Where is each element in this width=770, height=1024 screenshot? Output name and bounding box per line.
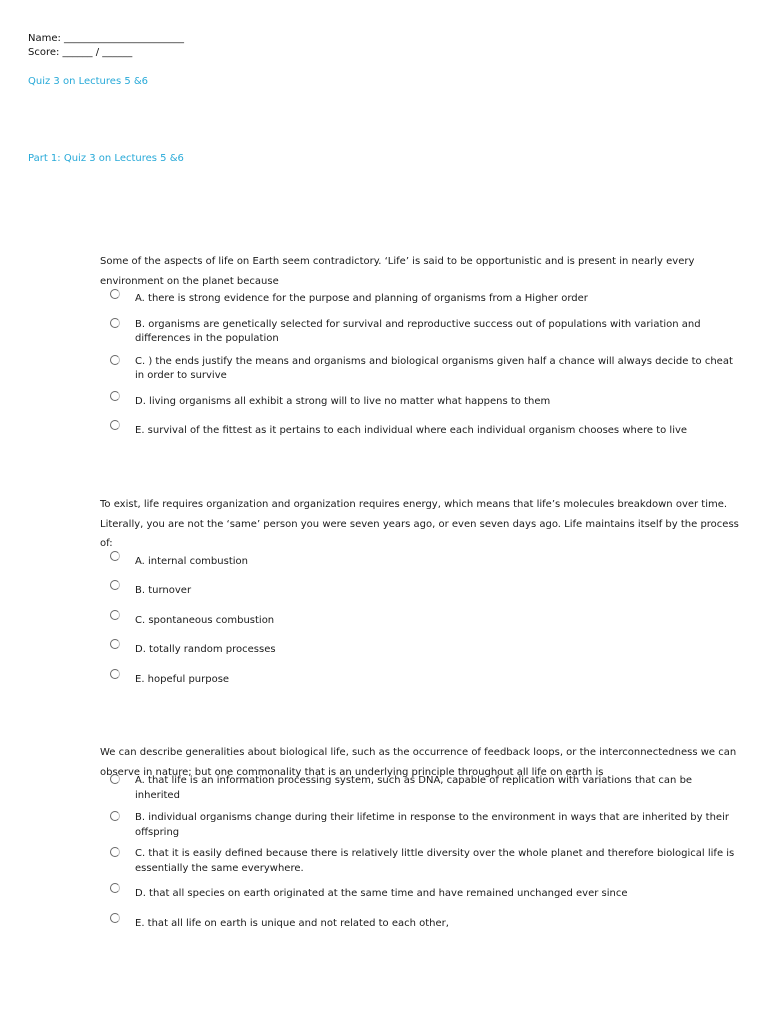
option-e[interactable] [100,424,740,439]
option-label: E. hopeful purpose [135,673,230,685]
option-c[interactable] [100,614,740,629]
radio-icon[interactable] [110,355,120,365]
option-label: A. internal combustion [135,555,248,567]
radio-icon[interactable] [110,639,120,649]
option-d[interactable] [100,887,740,902]
score-line: Score: ______ / ______ [28,47,133,58]
question-stem: To exist, life requires organization and organization requires energy, which means that life’s molecules breakdown over time. Literally, you are not the ‘same’ person you were seven years ago, or even seven days ago. Life maintains itself by the process of: [100,499,739,549]
option-label: A. that life is an information processing system, such as DNA, capable of replication with variations that can be inherited [135,775,693,801]
question-1 [100,252,740,439]
option-label: A. there is strong evidence for the purpose and planning of organisms from a Higher order [135,293,588,304]
option-b[interactable] [100,811,740,840]
radio-icon[interactable] [110,289,120,299]
radio-icon[interactable] [110,774,120,784]
option-label: D. living organisms all exhibit a strong will to live no matter what happens to them [135,395,551,407]
option-label: C. ) the ends justify the means and organisms and biological organisms given half a chance will always decide to cheat in order to survive [135,355,733,381]
option-e[interactable] [100,917,740,932]
question-2 [100,495,740,687]
option-e[interactable] [100,673,740,688]
quiz-title: Quiz 3 on Lectures 5 &6 [28,76,149,87]
radio-icon[interactable] [110,420,120,430]
radio-icon[interactable] [110,883,120,893]
question-stem: We can describe generalities about biological life, such as the occurrence of feedback loops, or the interconnectedness we can observe in nature; but one commonality that is an underlying principle throughout all life on earth is [100,747,737,778]
radio-icon[interactable] [110,610,120,620]
option-b[interactable] [100,584,740,599]
option-label: D. totally random processes [135,644,276,655]
question-3 [100,743,740,931]
radio-icon[interactable] [110,580,120,590]
option-a[interactable] [100,555,740,570]
option-label: B. turnover [135,585,192,596]
option-label: C. spontaneous combustion [135,614,275,626]
option-c[interactable] [100,355,740,384]
part-title: Part 1: Quiz 3 on Lectures 5 &6 [28,153,184,164]
option-label: E. survival of the fittest as it pertains to each individual where each individual organism chooses where to live [135,425,688,436]
radio-icon[interactable] [110,391,120,401]
radio-icon[interactable] [110,669,120,679]
radio-icon[interactable] [110,318,120,328]
option-label: D. that all species on earth originated at the same time and have remained unchanged ever since [135,888,628,899]
option-label: E. that all life on earth is unique and not related to each other, [135,917,449,929]
name-line: Name: ________________________ [28,33,185,44]
option-label: B. organisms are genetically selected for survival and reproductive success out of populations with variation and differences in the population [135,318,701,344]
radio-icon[interactable] [110,811,120,821]
option-a[interactable] [100,774,740,803]
radio-icon[interactable] [110,913,120,923]
option-c[interactable] [100,847,740,876]
option-b[interactable] [100,318,740,347]
radio-icon[interactable] [110,847,120,857]
option-label: C. that it is easily defined because there is relatively little diversity over the whole planet and therefore biological life is essentially the same everywhere. [135,848,735,874]
option-d[interactable] [100,395,740,410]
option-d[interactable] [100,643,740,658]
option-label: B. individual organisms change during their lifetime in response to the environment in ways that are inherited by their offspring [135,812,729,838]
question-stem: Some of the aspects of life on Earth seem contradictory. ‘Life’ is said to be opportunistic and is present in nearly every environment on the planet because [100,256,695,287]
radio-icon[interactable] [110,551,120,561]
option-a[interactable] [100,292,740,307]
